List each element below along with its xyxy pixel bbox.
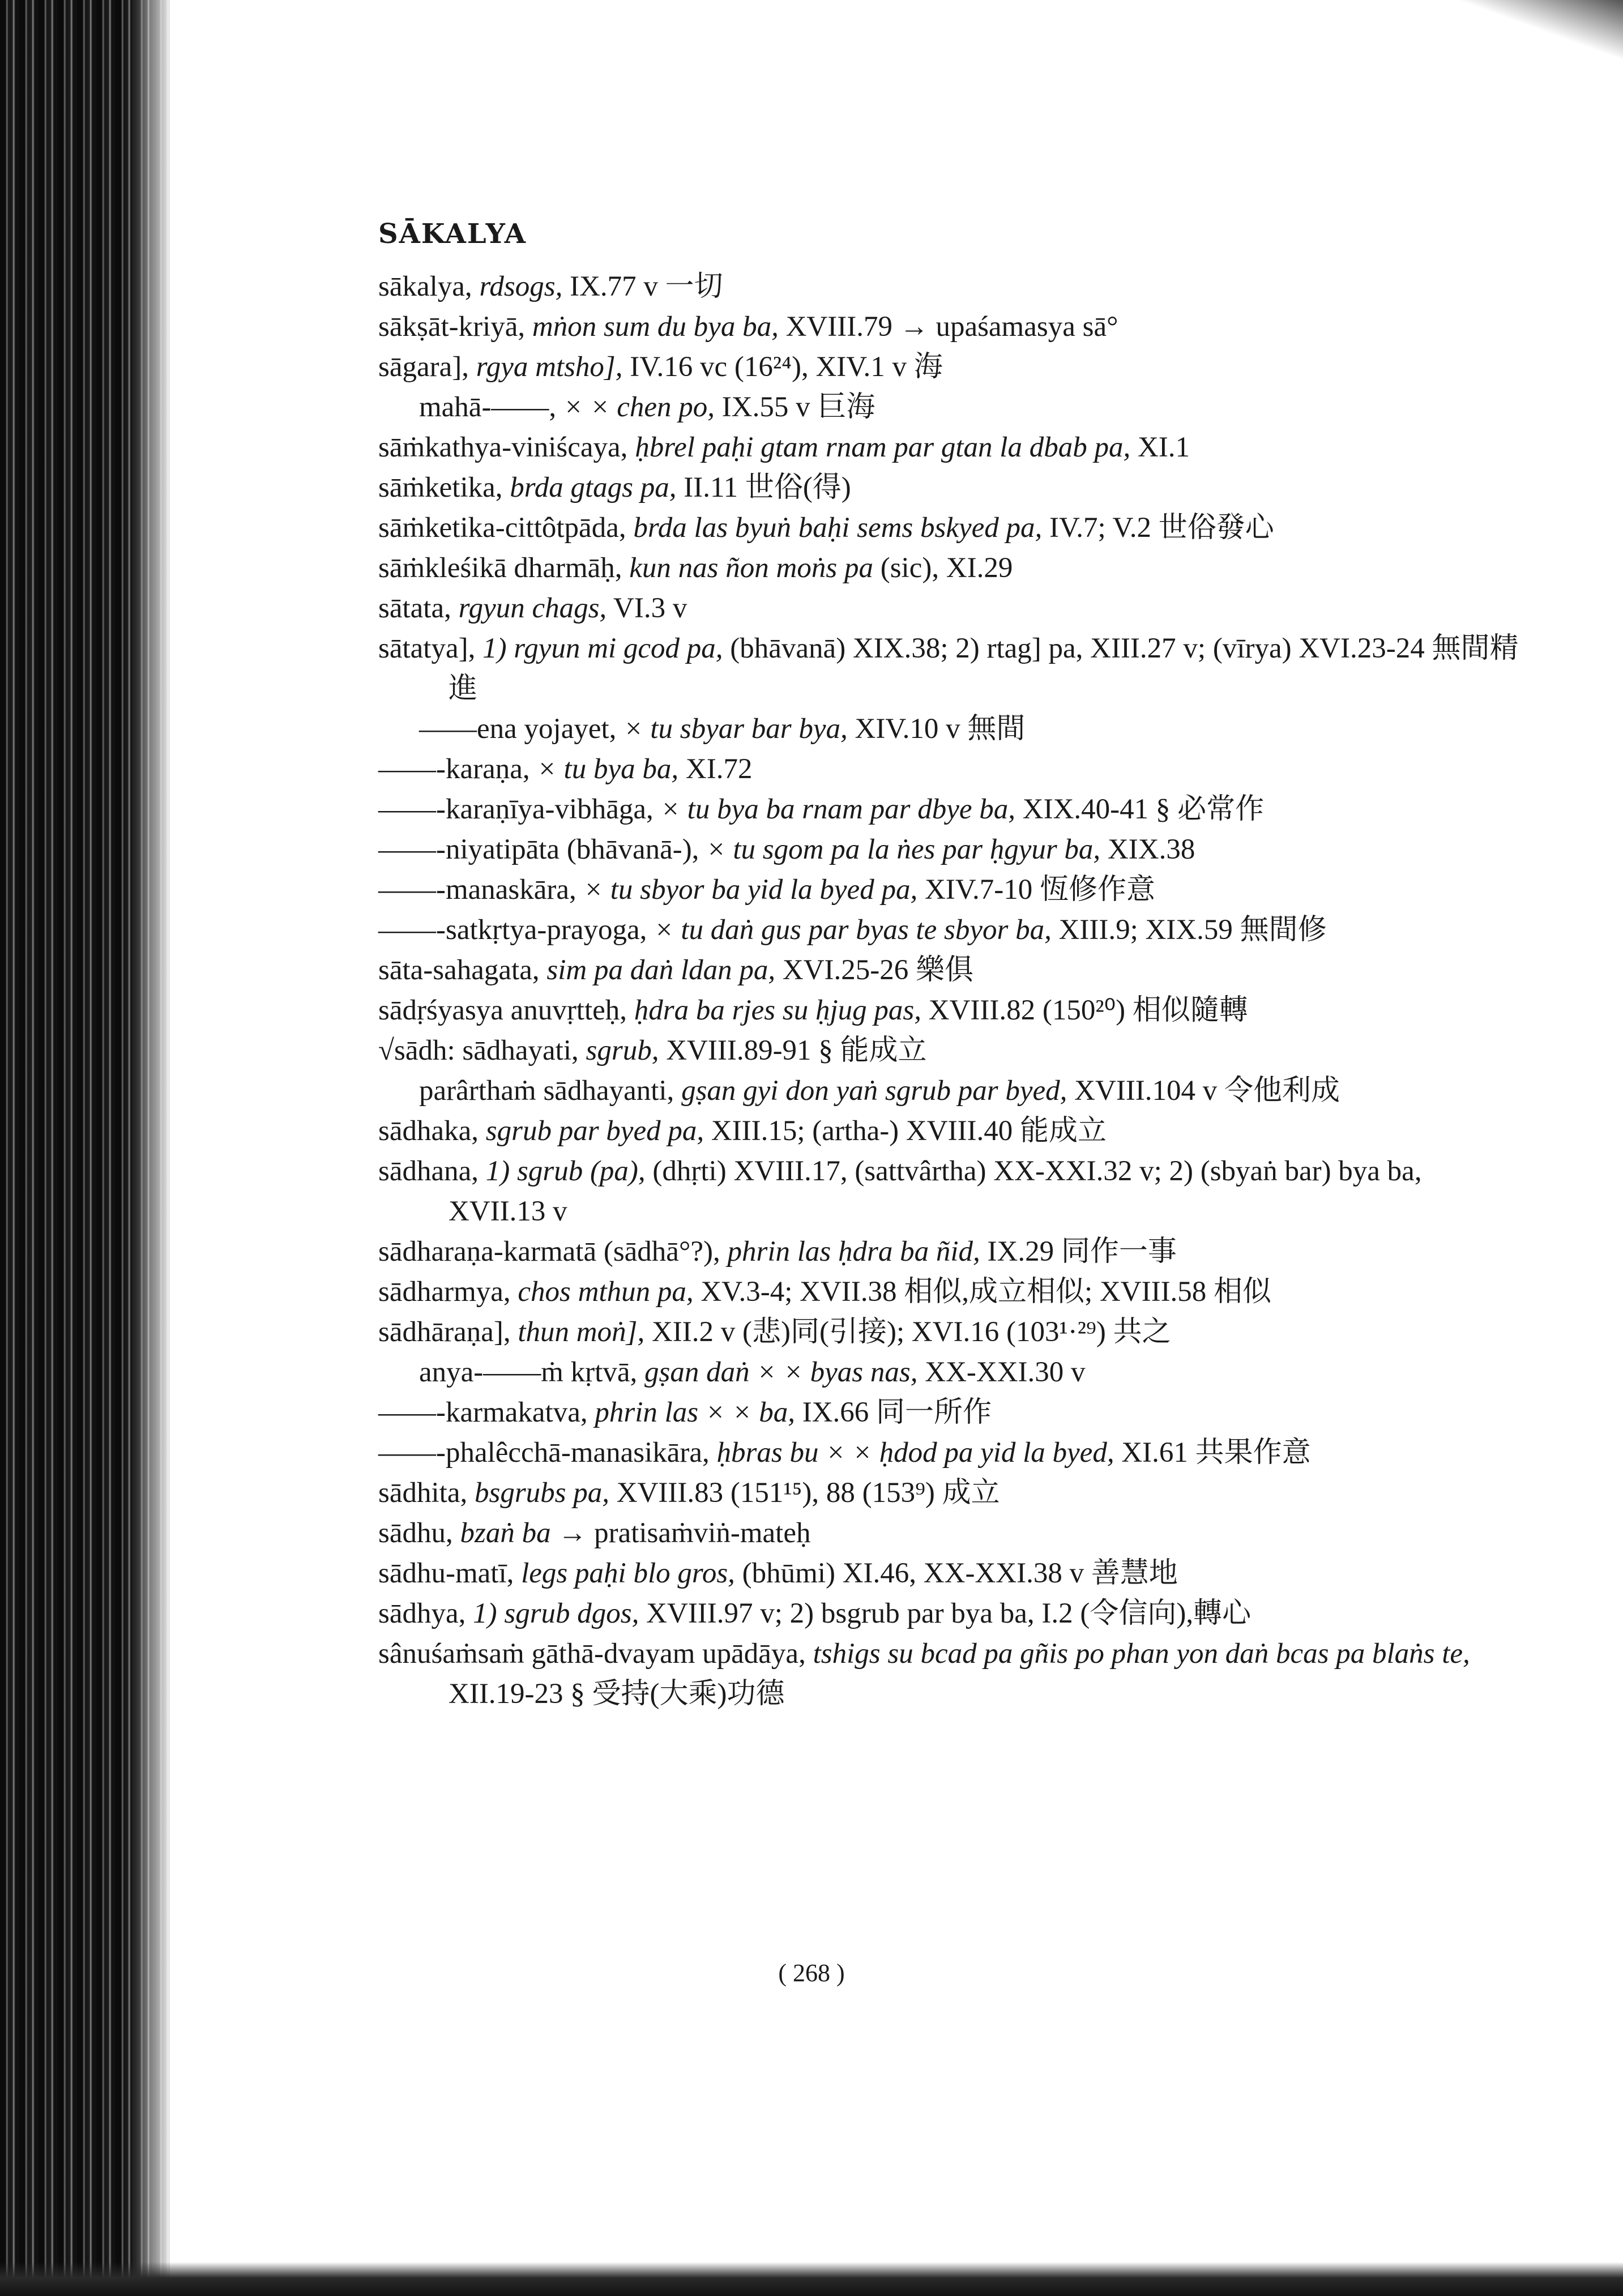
- dictionary-entry: [378, 1312, 1522, 1352]
- dictionary-entry: [378, 749, 1522, 789]
- entry-headword: sādharaṇa-karmatā (sādhā°?),: [378, 1236, 720, 1268]
- entry-headword: sāṁketika-cittôtpāda,: [378, 512, 626, 544]
- entry-reference: XII.2 v (悲)同(引接); XVI.16 (103¹·²⁹) 共之: [651, 1316, 1171, 1348]
- entry-headword: sātatya],: [378, 633, 476, 664]
- entry-reference: XI.61 共果作意: [1121, 1437, 1311, 1469]
- entry-tibetan: × tu daṅ gus par byas te sbyor ba,: [654, 914, 1052, 946]
- entry-headword: ——-manaskāra,: [378, 874, 576, 906]
- entry-reference: (bhūmi) XI.46, XX-XXI.38 v 善慧地: [742, 1557, 1178, 1589]
- entry-tibetan: × tu bya ba,: [537, 753, 679, 785]
- entry-headword: ——-karmakatva,: [378, 1397, 588, 1428]
- entry-headword: ——ena yojayet,: [419, 713, 617, 745]
- entry-tibetan: ḥdra ba rjes su ḥjug pas,: [634, 995, 921, 1026]
- entry-tibetan: rgyun chags,: [458, 592, 607, 624]
- dictionary-entry: [378, 428, 1522, 468]
- entry-tibetan: sim pa daṅ ldan pa,: [546, 954, 776, 986]
- entry-headword: sāṁkleśikā dharmāḥ,: [378, 552, 622, 584]
- dictionary-entry: [378, 830, 1522, 870]
- entry-reference: XIV.7-10 恆修作意: [924, 874, 1156, 906]
- entry-headword: sāṁkathya-viniścaya,: [378, 432, 628, 463]
- entry-headword: sādhana,: [378, 1155, 479, 1187]
- dictionary-entry: [378, 1111, 1522, 1151]
- dictionary-entry: [378, 307, 1522, 347]
- entry-headword: sāgara],: [378, 351, 469, 383]
- entry-tibetan: × × chen po,: [563, 391, 715, 423]
- entry-reference: XIII.9; XIX.59 無間修: [1058, 914, 1327, 946]
- dictionary-entry: [378, 468, 1522, 508]
- entry-reference: XV.3-4; XVII.38 相似,成立相似; XVIII.58 相似: [701, 1276, 1272, 1308]
- dictionary-entry: [378, 1554, 1522, 1594]
- entry-headword: ——-satkṛtya-prayoga,: [378, 914, 647, 946]
- entry-tibetan: bsgrubs pa,: [474, 1477, 610, 1509]
- page-heading: SĀKALYA: [378, 218, 527, 250]
- entry-tibetan: sgrub par byed pa,: [485, 1115, 704, 1147]
- dictionary-entry: [378, 991, 1522, 1031]
- entry-tibetan: sgrub,: [586, 1035, 659, 1066]
- entry-reference: XI.72: [685, 753, 753, 785]
- entry-headword: sākṣāt-kriyā,: [378, 311, 526, 343]
- entry-headword: sātata,: [378, 592, 451, 624]
- entry-reference: XIX.38: [1107, 834, 1195, 865]
- entry-headword: sāṁketika,: [378, 472, 503, 503]
- entry-reference: IX.55 v 巨海: [721, 391, 875, 423]
- entry-reference: XIII.15; (artha-) XVIII.40 能成立: [711, 1115, 1107, 1147]
- entry-reference: XVIII.82 (150²⁰) 相似隨轉: [928, 995, 1248, 1026]
- page-number: ( 268 ): [778, 1959, 845, 1987]
- entry-list: [378, 267, 1522, 1714]
- entry-tibetan: ḥbrel paḥi gtam rnam par gtan la dbab pa,: [635, 432, 1131, 463]
- entry-tibetan: gṣan daṅ × × byas nas,: [644, 1356, 918, 1388]
- dictionary-entry: [378, 1232, 1522, 1272]
- entry-headword: √sādh: sādhayati,: [378, 1035, 579, 1066]
- entry-reference: (bhāvanā) XIX.38; 2) rtag] pa, XIII.27 v; (vīrya) XVI.23-24 無間精進: [449, 633, 1519, 705]
- dictionary-entry: [378, 548, 1522, 588]
- entry-reference: XVI.25-26 樂俱: [782, 954, 974, 986]
- entry-headword: sāta-sahagata,: [378, 954, 540, 986]
- entry-headword: ——-phalêcchā-manasikāra,: [378, 1437, 710, 1469]
- entry-headword: sādhu-matī,: [378, 1557, 514, 1589]
- entry-reference: XVIII.83 (151¹⁵), 88 (153⁹) 成立: [616, 1477, 1000, 1509]
- entry-tibetan: 1) rgyun mi gcod pa,: [482, 633, 723, 664]
- entry-tibetan: kun nas ñon moṅs pa: [629, 552, 873, 584]
- entry-tibetan: × tu sbyar bar bya,: [623, 713, 848, 745]
- dictionary-entry: [378, 508, 1522, 548]
- scan-bottom-edge: [0, 2262, 1623, 2296]
- entry-tibetan: tshigs su bcad pa gñis po phan yon daṅ bcas pa blaṅs te,: [813, 1638, 1470, 1670]
- entry-tibetan: chos mthun pa,: [518, 1276, 694, 1308]
- entry-tibetan: brda las byuṅ baḥi sems bskyed pa,: [633, 512, 1043, 544]
- entry-reference: IX.77 v 一切: [570, 271, 723, 302]
- dictionary-entry: [378, 1352, 1522, 1393]
- entry-reference: → pratisaṁviṅ-mateḥ: [558, 1517, 811, 1549]
- entry-headword: sādhita,: [378, 1477, 468, 1509]
- entry-tibetan: ḥbras bu × × ḥdod pa yid la byed,: [716, 1437, 1114, 1469]
- entry-tibetan: brda gtags pa,: [510, 472, 677, 503]
- entry-headword: sādhaka,: [378, 1115, 479, 1147]
- entry-headword: sādhu,: [378, 1517, 453, 1549]
- entry-headword: sādṛśyasya anuvṛtteḥ,: [378, 995, 627, 1026]
- dictionary-entry: [378, 1433, 1522, 1473]
- dictionary-entry: [378, 709, 1522, 749]
- entry-reference: XIX.40-41 § 必常作: [1022, 793, 1265, 825]
- scan-corner-shadow: [1442, 0, 1623, 68]
- dictionary-entry: [378, 1272, 1522, 1312]
- entry-tibetan: thun moṅ],: [518, 1316, 645, 1348]
- dictionary-entry: [378, 387, 1522, 428]
- dictionary-entry: [378, 789, 1522, 830]
- entry-reference: IX.66 同一所作: [802, 1397, 992, 1428]
- entry-headword: ——-niyatipāta (bhāvanā-),: [378, 834, 699, 865]
- dictionary-entry: [378, 1071, 1522, 1111]
- dictionary-entry: [378, 870, 1522, 910]
- entry-reference: (dhṛti) XVIII.17, (sattvârtha) XX-XXI.32 v; 2) (sbyaṅ bar) bya ba, XVII.13 v: [449, 1155, 1422, 1227]
- entry-reference: XIV.10 v 無間: [855, 713, 1026, 745]
- entry-tibetan: bzaṅ ba: [460, 1517, 551, 1549]
- entry-reference: II.11 世俗(得): [684, 472, 851, 503]
- entry-headword: sādharmya,: [378, 1276, 511, 1308]
- entry-reference: XI.1: [1137, 432, 1190, 463]
- entry-headword: sākalya,: [378, 271, 472, 302]
- dictionary-entry: [378, 629, 1522, 709]
- entry-tibetan: mṅon sum du bya ba,: [532, 311, 779, 343]
- entry-reference: XVIII.104 v 令他利成: [1074, 1075, 1340, 1107]
- entry-headword: mahā-——,: [419, 391, 557, 423]
- entry-tibetan: 1) sgrub dgos,: [473, 1598, 639, 1629]
- entry-headword: anya-——ṁ kṛtvā,: [419, 1356, 638, 1388]
- entry-headword: sādhāraṇa],: [378, 1316, 511, 1348]
- entry-reference: XVIII.97 v; 2) bsgrub par bya ba, I.2 (令信向),轉心: [646, 1598, 1252, 1629]
- entry-tibetan: 1) sgrub (pa),: [485, 1155, 646, 1187]
- entry-headword: ——-karaṇīya-vibhāga,: [378, 793, 654, 825]
- entry-tibetan: phrin las ḥdra ba ñid,: [727, 1236, 980, 1268]
- entry-headword: ——-karaṇa,: [378, 753, 530, 785]
- entry-tibetan: × tu bya ba rnam par dbye ba,: [660, 793, 1016, 825]
- entry-reference: XX-XXI.30 v: [925, 1356, 1086, 1388]
- dictionary-entry: [378, 347, 1522, 387]
- dictionary-entry: [378, 1031, 1522, 1071]
- entry-reference: (sic), XI.29: [880, 552, 1013, 584]
- dictionary-entry: [378, 1393, 1522, 1433]
- dictionary-entry: [378, 1594, 1522, 1634]
- entry-reference: VI.3 v: [613, 592, 687, 624]
- entry-tibetan: rdsogs,: [479, 271, 563, 302]
- entry-tibetan: phrin las × × ba,: [595, 1397, 795, 1428]
- entry-headword: sânuśaṁsaṁ gāthā-dvayam upādāya,: [378, 1638, 806, 1670]
- entry-tibetan: legs paḥi blo gros,: [521, 1557, 735, 1589]
- entry-reference: IV.7; V.2 世俗發心: [1049, 512, 1274, 544]
- dictionary-entry: [378, 950, 1522, 991]
- entry-headword: parârthaṁ sādhayanti,: [419, 1075, 674, 1107]
- entry-reference: XVIII.89-91 § 能成立: [666, 1035, 927, 1066]
- dictionary-entry: [378, 1513, 1522, 1554]
- entry-reference: IX.29 同作一事: [987, 1236, 1177, 1268]
- dictionary-entry: [378, 1151, 1522, 1232]
- dictionary-entry: [378, 1473, 1522, 1513]
- entry-reference: XVIII.79 → upaśamasya sā°: [785, 311, 1118, 343]
- dictionary-entry: [378, 910, 1522, 950]
- entry-reference: IV.16 vc (16²⁴), XIV.1 v 海: [630, 351, 943, 383]
- entry-tibetan: × tu sbyor ba yid la byed pa,: [583, 874, 918, 906]
- entry-headword: sādhya,: [378, 1598, 466, 1629]
- entry-tibetan: rgya mtsho],: [476, 351, 623, 383]
- dictionary-entry: [378, 267, 1522, 307]
- dictionary-entry: [378, 588, 1522, 629]
- entry-reference: XII.19-23 § 受持(大乘)功德: [449, 1678, 785, 1710]
- dictionary-page: [378, 218, 1522, 1714]
- entry-tibetan: × tu sgom pa la ṅes par ḥgyur ba,: [706, 834, 1101, 865]
- entry-tibetan: gṣan gyi don yaṅ sgrub par byed,: [681, 1075, 1067, 1107]
- book-spine-edge: [0, 0, 170, 2296]
- dictionary-entry: [378, 1634, 1522, 1714]
